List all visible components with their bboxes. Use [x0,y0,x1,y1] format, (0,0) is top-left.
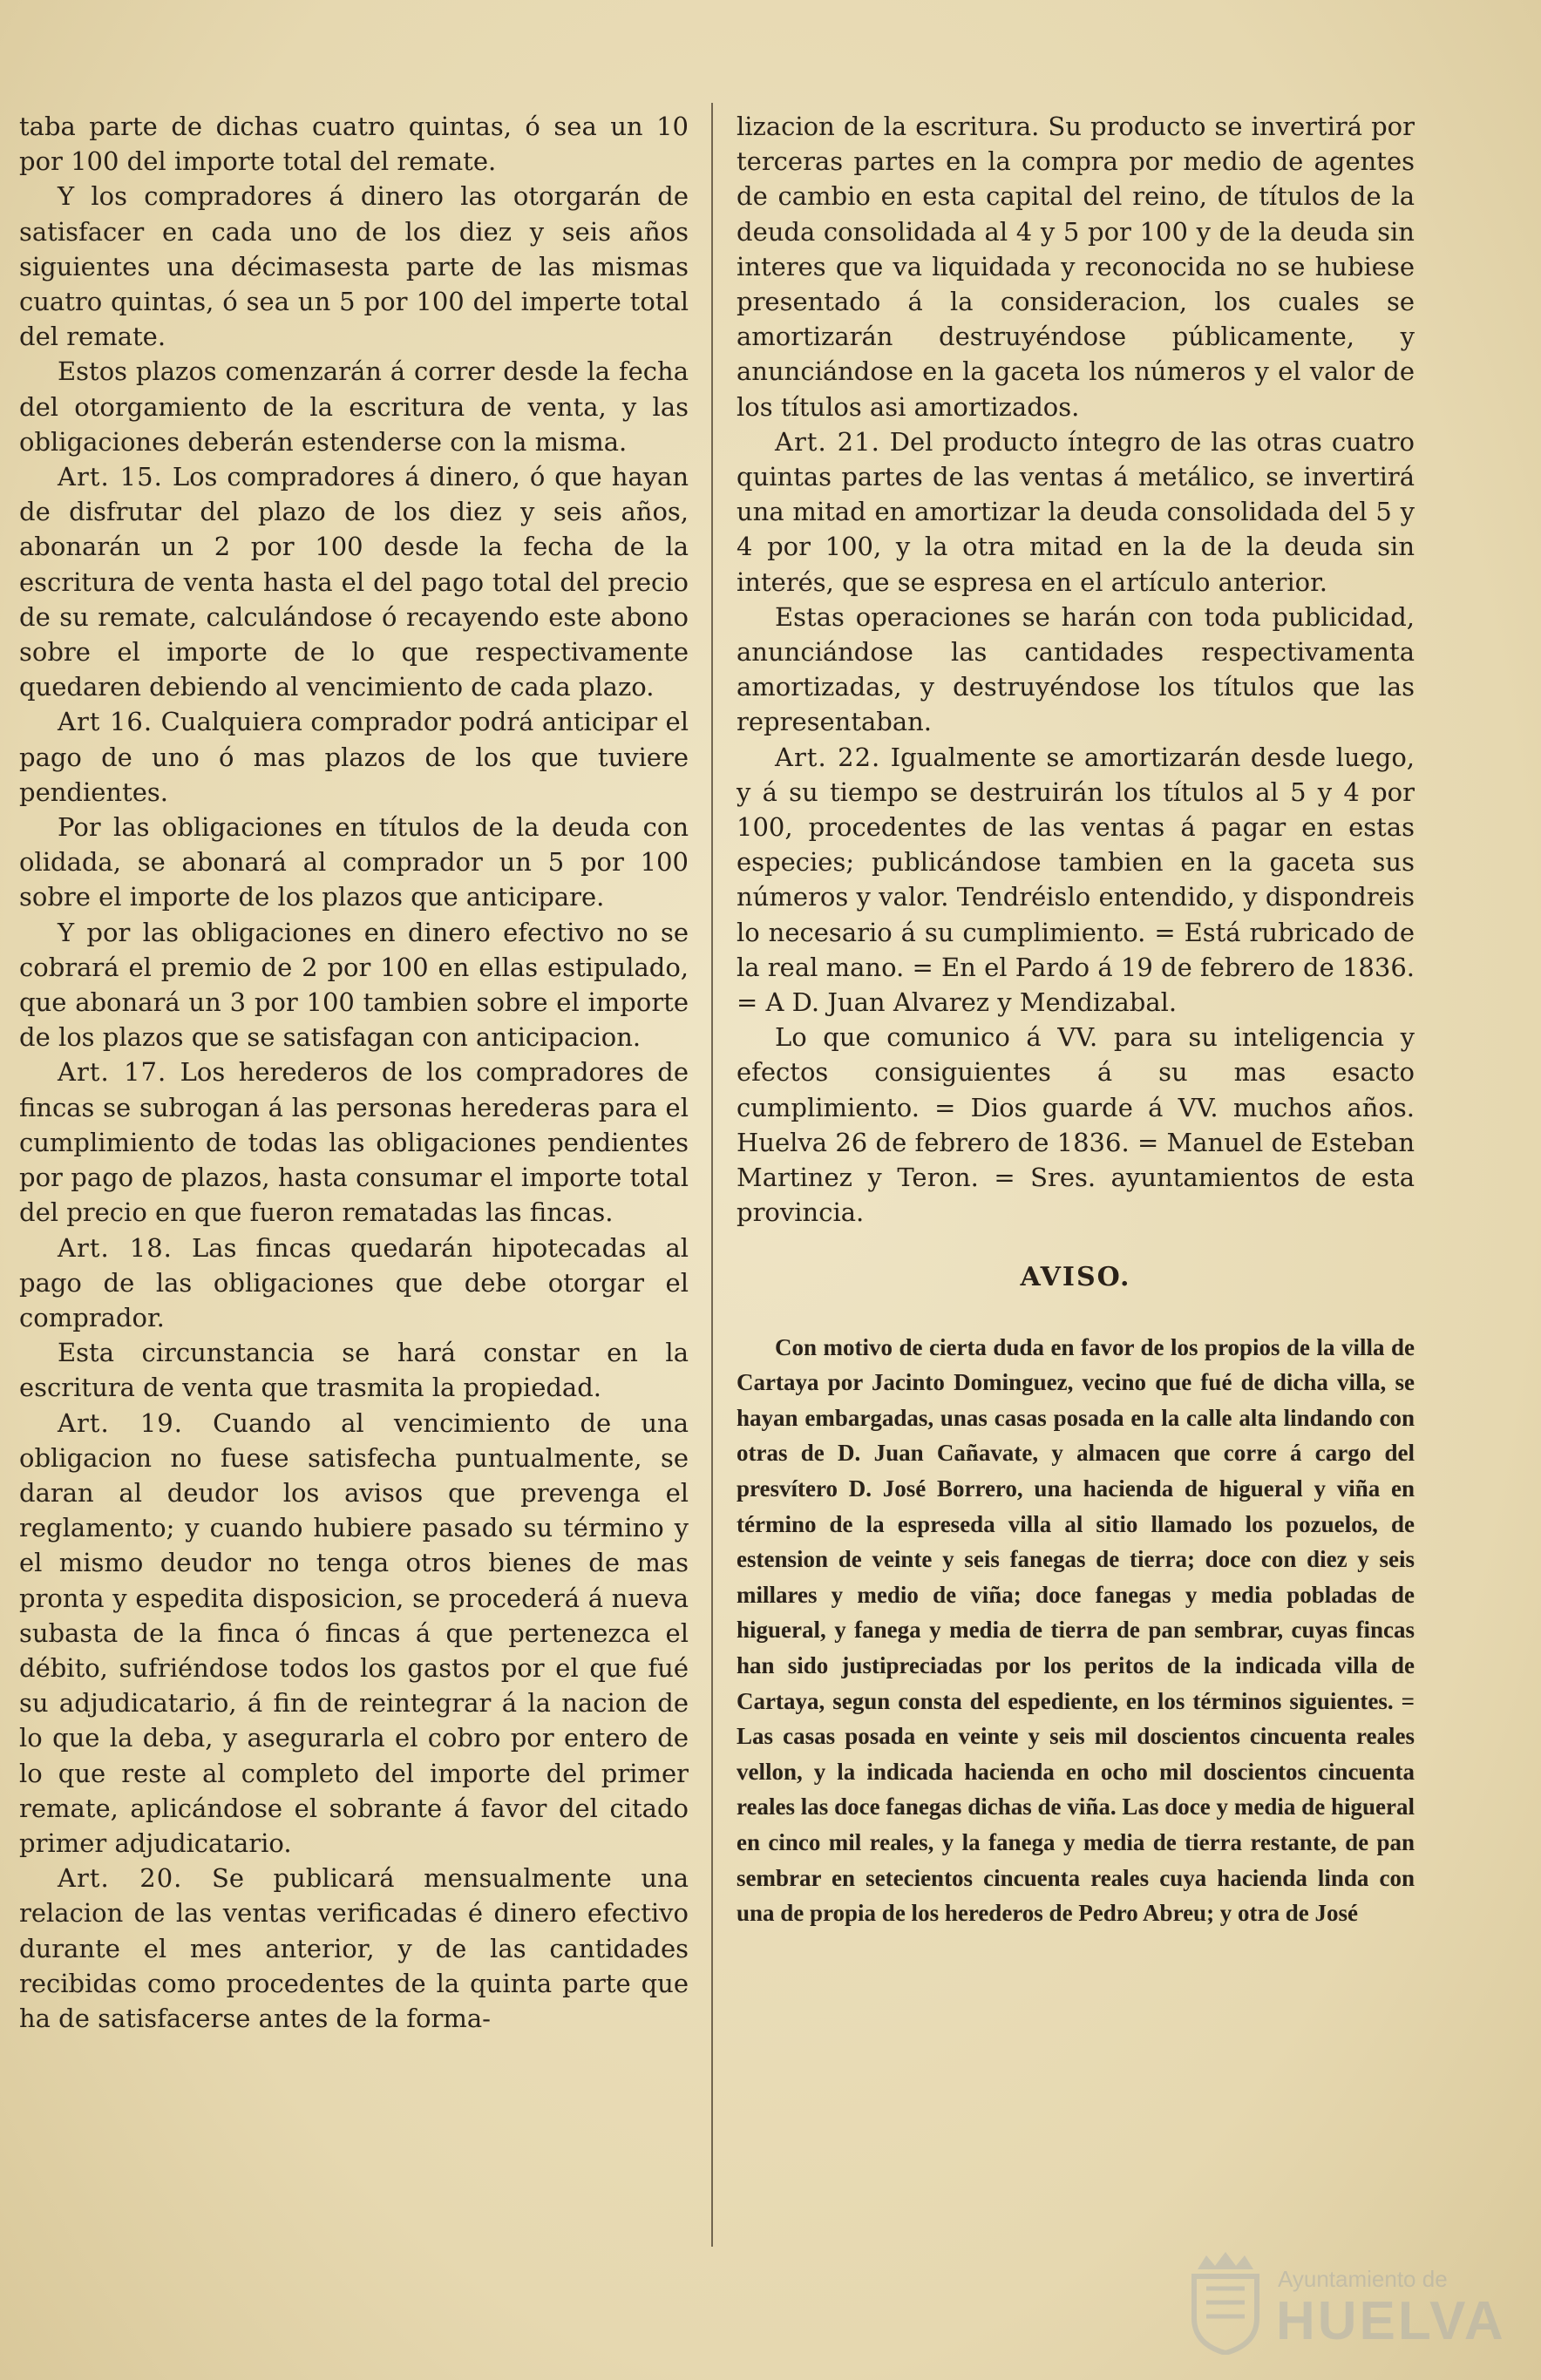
right-column-articles [737,109,1415,1231]
crown-shield-icon [1185,2250,1266,2355]
paragraph-text: Esta circunstancia se hará constar en la escritura de venta que trasmita la propiedad. [19,1338,689,1403]
article-number: Art. 19. [58,1407,183,1438]
column-divider [711,103,713,2247]
paragraph-text: Igualmente se amortizarán desde luego, y á su tiempo se destruirán los títulos al 5 y 4 por 100, procedentes de las ventas á pagar en estas especies; publicándose tambien en la gaceta sus números y valor. Tendréislo entendido, y dispondreis lo necesario á su cumplimiento. = Está rubricado de la real mano. = En el Pardo á 19 de febrero de 1836. = A D. Juan Alvarez y Mendizabal. [737,742,1415,1018]
left-column-paragraph [19,1054,689,1230]
left-column-paragraph [19,179,689,354]
article-number: Art. 20. [58,1863,183,1894]
ayuntamiento-watermark [1175,2243,1506,2365]
right-column-paragraph [737,1020,1415,1230]
paragraph-text: Los herederos de los compradores de fincas se subrogan á las personas herederas para el cumplimiento de todas las obligaciones pendientes por pago de plazos, hasta consumar el importe total del precio en que fueron rematadas las fincas. [19,1057,689,1228]
article-number: Art. 15. [58,462,163,492]
aviso-title: AVISO. [1020,1261,1131,1292]
right-column-paragraph [737,600,1415,740]
left-column-paragraph [19,915,689,1055]
paragraph-text: Cuando al vencimiento de una obligacion no fuese satisfecha puntualmente, se daran al deudor los avisos que prevenga el reglamento; y cuando hubiere pasado su término y el mismo deudor no tenga otros bienes de mas pronta y espedita disposicion, se procederá á nueva subasta de la finca ó fincas á que pertenezca el débito, sufriéndose todos los gastos por el que fué su adjudicatario, á fin de reintegrar á la nacion de lo que la deba, y asegurarla el cobro por entero de lo que reste al completo del importe del primer remate, aplicándose el sobrante á favor del citado primer adjudicatario. [19,1407,689,1858]
right-column-paragraph [737,740,1415,1020]
paragraph-text: Estas operaciones se harán con toda publicidad, anunciándose las cantidades respectivamenta amortizadas, y destruyéndose los títulos que las representaban. [737,601,1415,737]
paragraph-text: Por las obligaciones en títulos de la deuda con olidada, se abonará al comprador un 5 por 100 sobre el importe de los plazos que anticipare. [19,812,689,912]
left-column-paragraph [19,1335,689,1405]
paragraph-text: Los compradores á dinero, ó que hayan de disfrutar del plazo de los diez y seis años, abonarán un 2 por 100 desde la fecha de la escritura de venta hasta el del pago total del precio de su remate, calculándose ó recayendo este abono sobre el importe de lo que respectivamente quedaren debiendo al vencimiento de cada plazo. [19,462,689,702]
left-column-paragraph [19,354,689,459]
paragraph-text: Lo que comunico á VV. para su inteligencia y efectos consiguientes á su mas esacto cumplimiento. = Dios guarde á VV. muchos años. Huelva 26 de febrero de 1836. = Manuel de Esteban Martinez y Teron. = Sres. ayuntamientos de esta provincia. [737,1022,1415,1228]
paragraph-text: Cualquiera comprador podrá anticipar el pago de uno ó mas plazos de los que tuviere pendientes. [19,707,689,807]
paragraph-text: Del producto íntegro de las otras cuatro quintas partes de las ventas á metálico, se invertirá una mitad en amortizar la deuda consolidada del 5 y 4 por 100, y la otra mitad en la de la deuda sin interés, que se espresa en el artículo anterior. [737,426,1415,597]
right-column-paragraph [737,109,1415,424]
aviso-text: Con motivo de cierta duda en favor de los propios de la villa de Cartaya por Jacinto Dominguez, vecino que fué de dicha villa, se hayan embargadas, unas casas posada en la calle alta lindando con otras de D. Juan Cañavate, y almacen que corre á cargo del presvítero D. José Borrero, una hacienda de higueral y viña en término de la espreseda villa al sitio llamado los pozuelos, de estension de veinte y seis fanegas de tierra; doce con diez y seis millares y medio de viña; doce fanegas y media pobladas de higueral, y fanega y media de tierra de pan sembrar, cuyas fincas han sido justipreciadas por los peritos de la indicada villa de Cartaya, segun consta del espediente, en los términos siguientes. = Las casas posada en veinte y seis mil doscientos cincuenta reales vellon, y la indicada hacienda en ocho mil doscientos cincuenta reales las doce fanegas dichas de viña. Las doce y media de higueral en cinco mil reales, y la fanega y media de tierra restante, de pan sembrar en setecientos cincuenta reales cuya hacienda linda con una de propia de los herederos de Pedro Abreu; y otra de José [737,1333,1415,1927]
article-number: Art. 18. [58,1232,173,1263]
watermark-city: HUELVA [1276,2291,1506,2351]
left-column-paragraph [19,109,689,179]
right-column [737,109,1415,1931]
paragraph-text: Las fincas quedarán hipotecadas al pago de las obligaciones que debe otorgar el comprador. [19,1232,689,1332]
paragraph-text: taba parte de dichas cuatro quintas, ó sea un 10 por 100 del importe total del remate. [19,112,689,177]
paragraph-text: Y por las obligaciones en dinero efectivo no se cobrará el premio de 2 por 100 en ellas estipulado, que abonará un 3 por 100 tambien sobre el importe de los plazos que se satisfagan con anticipacion. [19,917,689,1053]
article-number: Art. 17. [58,1057,167,1088]
watermark-caption: Ayuntamiento de [1278,2266,1448,2292]
paragraph-text: lizacion de la escritura. Su producto se invertirá por terceras partes en la compra por medio de agentes de cambio en esta capital del reino, de títulos de la deuda consolidada al 4 y 5 por 100 y de la deuda sin interes que va liquidada y reconocida no se hubiese presentado á la consideracion, los cuales se amortizarán destruyéndose públicamente, y anunciándose en la gaceta los números y el valor de los títulos asi amortizados. [737,112,1415,422]
left-column-paragraph [19,810,689,915]
paragraph-text: Estos plazos comenzarán á correr desde la fecha del otorgamiento de la escritura de venta, y las obligaciones deberán estenderse con la misma. [19,356,689,457]
article-number: Art 16. [58,707,153,737]
left-column-paragraph [19,1406,689,1861]
left-column-paragraph [19,1231,689,1336]
article-number: Art. 22. [775,742,881,772]
paragraph-text: Se publicará mensualmente una relacion de las ventas verificadas é dinero efectivo durante el mes anterior, y de las cantidades recibidas como procedentes de la quinta parte que ha de satisfacerse antes de la forma- [19,1863,689,2033]
left-column [19,109,689,2036]
paragraph-text: Y los compradores á dinero las otorgarán de satisfacer en cada uno de los diez y seis años siguientes una décimasesta parte de las mismas cuatro quintas, ó sea un 5 por 100 del imperte total del remate. [19,181,689,352]
left-column-paragraph [19,459,689,704]
right-column-paragraph [737,424,1415,600]
left-column-paragraph [19,704,689,810]
article-number: Art. 21. [775,426,880,457]
left-column-paragraph [19,1861,689,2036]
